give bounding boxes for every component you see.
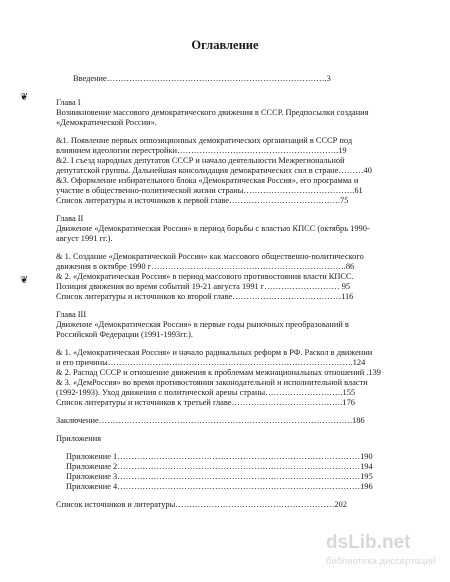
watermark [326,532,444,572]
toc-line: Введение…………………………………………………………………….3 [73,74,331,83]
margin-mark-icon: ❦ [20,92,29,103]
toc-line: Список литературы и источников к первой главе………………………………….75 [56,196,349,205]
toc-line: &3. Оформление избирательного блока «Демократическая Россия», его программа и [56,176,359,185]
toc-line: Возникновение массового демократического движения в СССР. Предпосылки создания [56,108,369,117]
toc-line: & 3. «ДемРоссия» во время противостояния законодательной и исполнительной власти [56,378,368,387]
watermark-logo: dsLib.net [326,532,411,553]
toc-line: Приложение 4……………………………………………………………………………196 [66,482,373,491]
toc-line: Заключение……………………………………………………………………………….186 [56,416,365,425]
toc-line: влиянием идеологии перестройки………………………………………………….19 [56,146,347,155]
toc-line: Глава III [56,310,87,319]
toc-line: Глава I [56,98,81,107]
toc-line: Приложение 1……………………………………………………………………………190 [66,452,373,461]
toc-line: &2. I съезд народных депутатов СССР и начало деятельности Межрегиональной [56,156,345,165]
toc-line: & 1. Создание «Демократической России» как массового общественно-политического [56,252,364,261]
toc-line: Список литературы и источников ко второй главе…………………………………116 [56,292,354,301]
toc-line: &1. Появление первых оппозиционных демократических организаций в СССР под [56,136,353,145]
toc-line: август 1991 гг.). [56,234,113,243]
toc-line: депутатской группы. Дальнейшая консолидация демократических сил в стране………40 [56,166,372,175]
page-title: Оглавление [191,38,259,52]
toc-line: (1992-1993). Уход движения с политической арены страны……………………….155 [56,388,356,397]
toc-line: Глава II [56,214,84,223]
toc-line: & 2. Распад СССР и отношение движения к проблемам межнациональных отношений .139 [56,368,381,377]
toc-line: движения в октябре 1990 г…………………………………………………………….86 [56,262,355,271]
toc-line: «Демократической России». [56,118,157,127]
toc-line: Движение «Демократическая Россия» в первые годы рыночных преобразований в [56,320,349,329]
toc-line: и его причины…………………………………………………………………………….124 [56,358,366,367]
toc-line: Список литературы и источников к третьей главе………………………………….176 [56,398,355,407]
toc-line: Приложения [56,434,102,443]
toc-line: & 2. «Демократическая Россия» в период массового противостояния власти КПСС. [56,272,354,281]
toc-line: Приложение 3……………………………………………………………………………195 [66,472,373,481]
toc-line: Приложение 2……………………………………………………………………………194 [66,462,373,471]
margin-mark-icon: ❦ [20,275,29,286]
toc-line: Российской Федерации (1991-1993гг.). [56,330,193,339]
toc-line: участие в общественно-политической жизни страны………………………………….61 [56,186,363,195]
toc-line: Позиция движения во время событий 19-21 августа 1991 г……………………… 95 [56,282,351,291]
watermark-subtitle: библиотека диссертаций [326,556,436,567]
toc-line: & 1. «Демократическая Россия» и начало радикальных реформ в РФ. Раскол в движении [56,348,373,357]
toc-line: Список источников и литературы…………………………………………………202 [56,500,347,509]
toc-line: Движение «Демократическая Россия» в период борьбы с властью КПСС (октябрь 1990- [56,224,370,233]
